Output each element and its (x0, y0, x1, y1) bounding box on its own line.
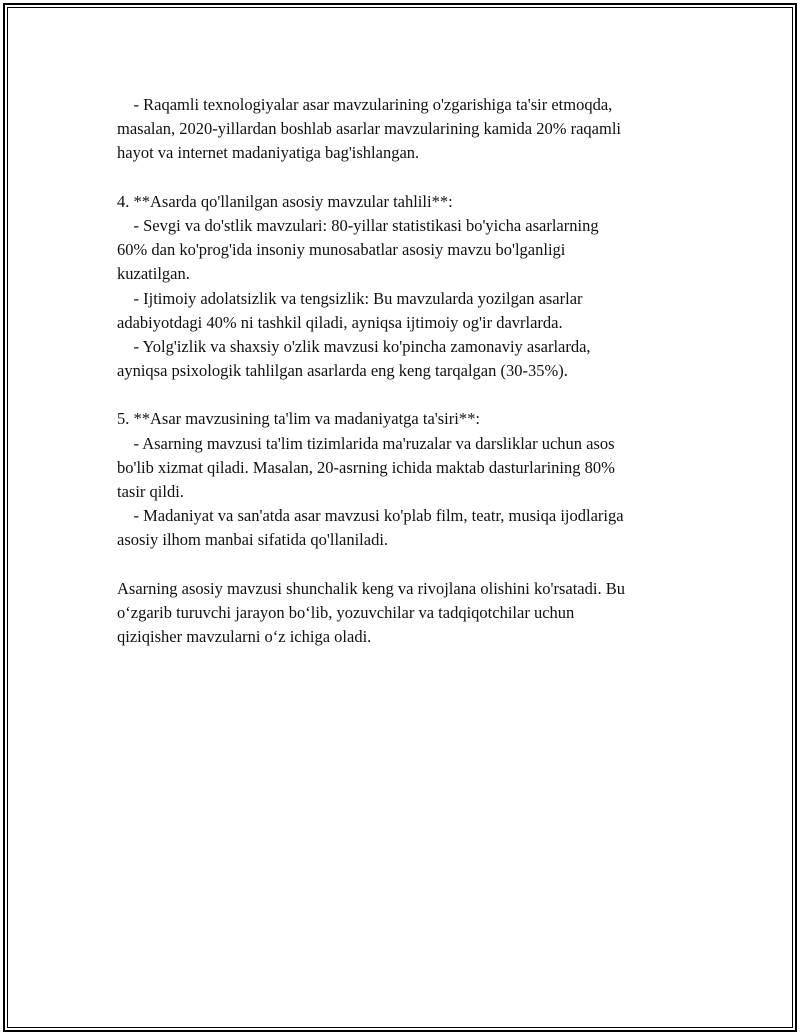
text-line: - Ijtimoiy adolatsizlik va tengsizlik: Bu mavzularda yozilgan asarlar (117, 288, 583, 308)
paragraph-conclusion (117, 577, 707, 650)
section-4-themes-analysis (117, 190, 707, 384)
text-line: asosiy ilhom manbai sifatida qo'llaniladi. (117, 530, 389, 550)
paragraph-gap (117, 383, 707, 407)
text-line: hayot va internet madaniyatiga bag'ishlangan. (117, 143, 420, 163)
text-line: - Raqamli texnologiyalar asar mavzularining o'zgarishiga ta'sir etmoqda, (117, 95, 613, 114)
text-line: - Asarning mavzusi ta'lim tizimlarida ma'ruzalar va darsliklar uchun asos (117, 433, 615, 453)
section-5-education-culture (117, 407, 707, 552)
paragraph-digital-themes (117, 93, 707, 166)
text-line: tasir qildi. (117, 482, 184, 501)
text-line: 60% dan ko'prog'ida insoniy munosabatlar asosiy mavzu bo'lganligi (117, 240, 566, 260)
text-line: qiziqisher mavzularni o‘z ichiga oladi. (117, 627, 372, 647)
section-heading: 5. **Asar mavzusining ta'lim va madaniyatga ta'siri**: (117, 409, 480, 429)
paragraph-gap (117, 553, 707, 577)
text-line: - Sevgi va do'stlik mavzulari: 80-yillar statistikasi bo'yicha asarlarning (117, 215, 599, 235)
paragraph-gap (117, 166, 707, 190)
section-heading: 4. **Asarda qo'llanilgan asosiy mavzular tahlili**: (117, 191, 453, 211)
text-line: - Yolg'izlik va shaxsiy o'zlik mavzusi ko'pincha zamonaviy asarlarda, (117, 336, 591, 356)
document-body (117, 93, 707, 649)
text-line: ayniqsa psixologik tahlilgan asarlarda eng keng tarqalgan (30-35%). (117, 361, 568, 381)
text-line: bo'lib xizmat qiladi. Masalan, 20-asrning ichida maktab dasturlarining 80% (117, 457, 615, 477)
text-line: Asarning asosiy mavzusi shunchalik keng va rivojlana olishini ko'rsatadi. Bu (117, 578, 625, 598)
text-line: - Madaniyat va san'atda asar mavzusi ko'plab film, teatr, musiqa ijodlariga (117, 506, 624, 526)
text-line: kuzatilgan. (117, 264, 190, 284)
text-line: masalan, 2020-yillardan boshlab asarlar mavzularining kamida 20% raqamli (117, 119, 621, 139)
text-line: o‘zgarib turuvchi jarayon bo‘lib, yozuvchilar va tadqiqotchilar uchun (117, 602, 575, 622)
text-line: adabiyotdagi 40% ni tashkil qiladi, ayniqsa ijtimoiy og'ir davrlarda. (117, 312, 563, 332)
